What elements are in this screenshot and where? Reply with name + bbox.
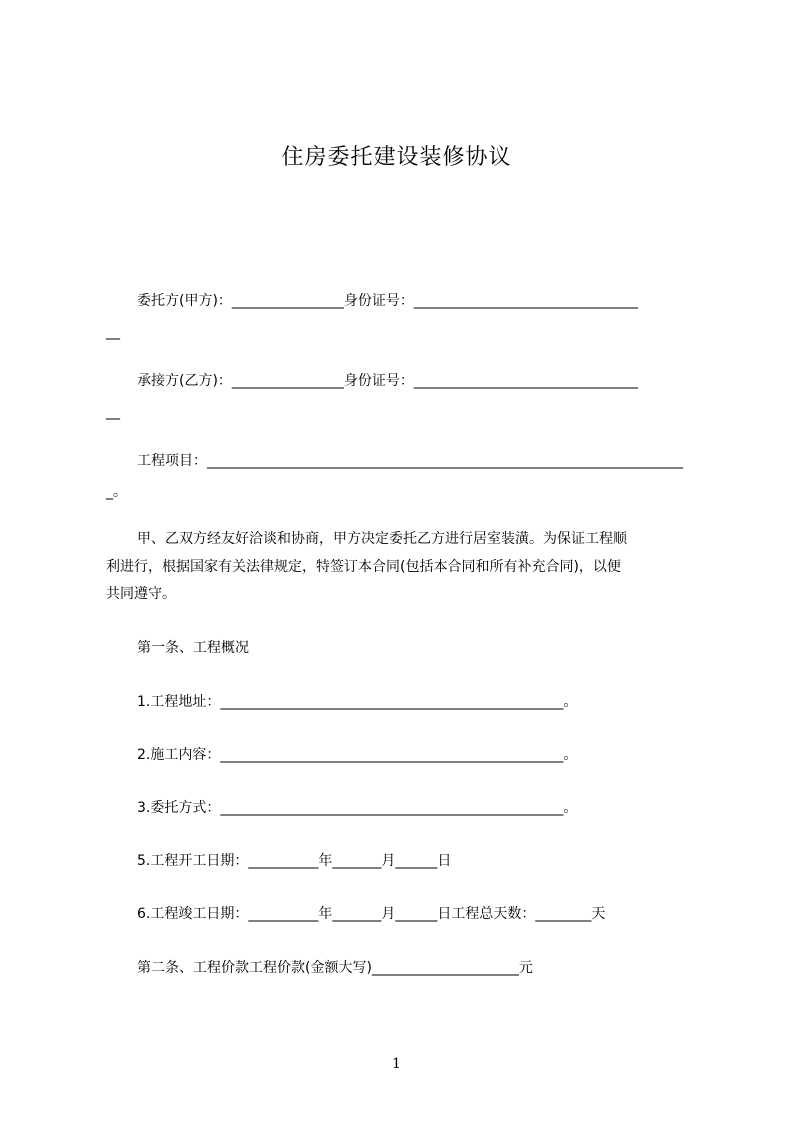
item-1-address: 1.工程地址：_________________________________________________。 [137, 694, 578, 710]
article-2-heading: 第二条、工程价款工程价款(金额大写)_____________________元 [137, 960, 533, 976]
intro-paragraph-line-3: 共同遵守。 [106, 586, 176, 602]
project-line: 工程项目：____________________________________________________________________ [137, 453, 683, 469]
party-a-line-continuation: __ [106, 324, 120, 340]
item-3-method: 3.委托方式：_________________________________________________。 [137, 800, 578, 816]
document-title: 住房委托建设装修协议 [281, 145, 512, 170]
page-number: 1 [392, 1056, 401, 1072]
intro-paragraph-line-2: 利进行，根据国家有关法律规定，特签订本合同(包括本合同和所有补充合同)，以便 [106, 559, 621, 575]
item-6-end-date: 6.工程竣工日期：__________年_______月______日工程总天数：________天 [137, 906, 606, 922]
article-1-heading: 第一条、工程概况 [137, 640, 249, 656]
party-b-line: 承接方(乙方)：________________身份证号：________________________________ [137, 373, 638, 389]
party-a-line: 委托方(甲方)：________________身份证号：________________________________ [137, 293, 638, 309]
item-2-content: 2.施工内容：_________________________________________________。 [137, 747, 578, 763]
project-line-continuation: _。 [106, 484, 127, 500]
party-b-line-continuation: __ [106, 404, 120, 420]
intro-paragraph-line-1: 甲、乙双方经友好洽谈和协商，甲方决定委托乙方进行居室装潢。为保证工程顺 [137, 531, 627, 547]
item-5-start-date: 5.工程开工日期：__________年_______月______日 [137, 853, 452, 869]
